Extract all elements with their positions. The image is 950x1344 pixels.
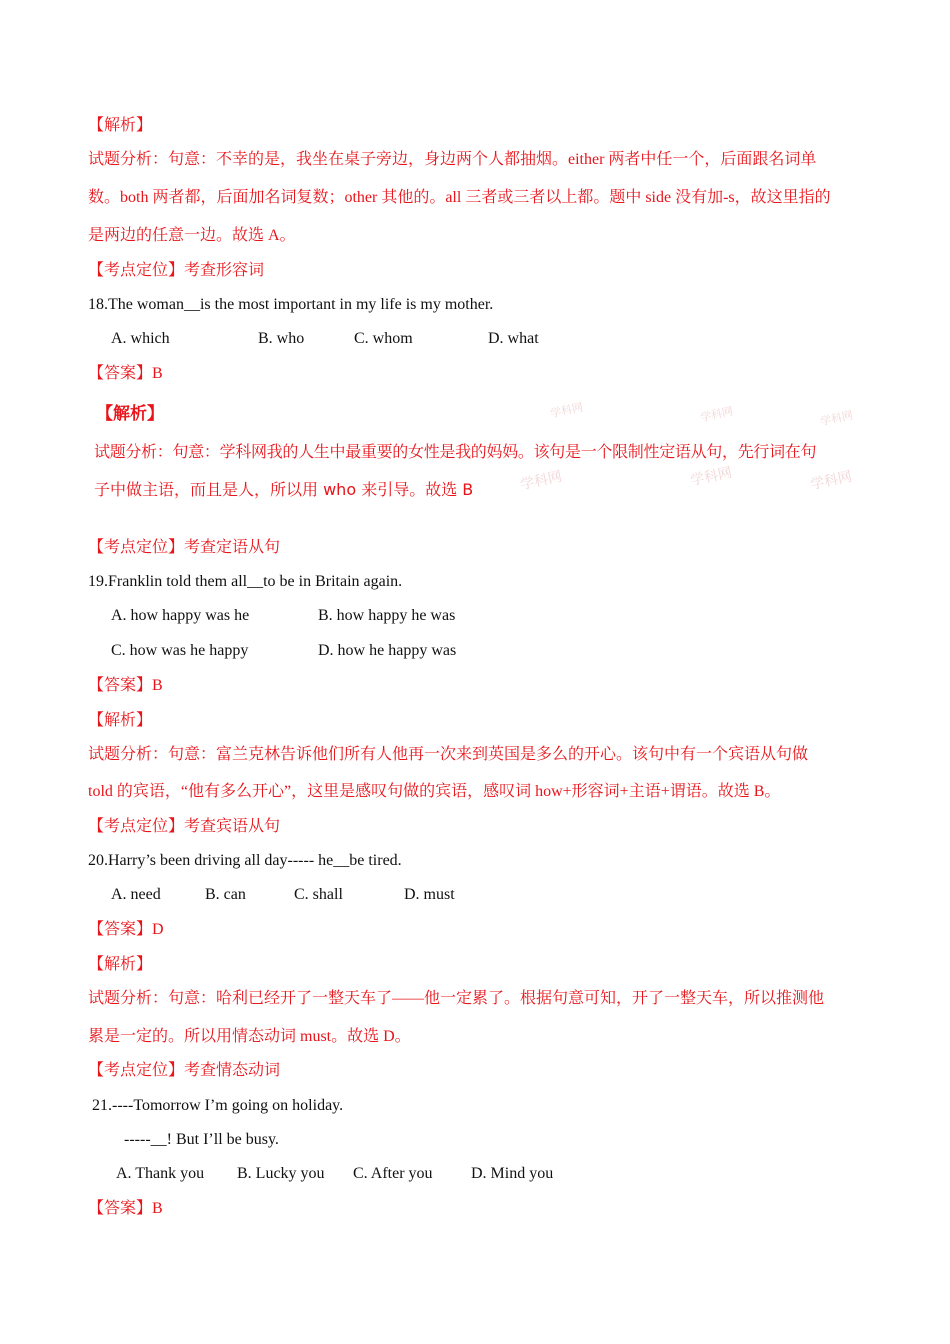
option-c: C. After you — [353, 1165, 433, 1182]
option-d: D. what — [488, 330, 539, 347]
question-text: 20.Harry’s been driving all day----- he__be tired. — [88, 852, 402, 869]
option-a: A. how happy was he — [111, 607, 250, 624]
option-d: D. must — [404, 886, 455, 903]
option-b: B. how happy he was — [318, 607, 456, 624]
question-text: 18.The woman__is the most important in my life is my mother. — [88, 296, 494, 313]
answer-label: 【答案】B — [88, 677, 163, 694]
option-a: A. which — [111, 330, 170, 347]
option-c: C. how was he happy — [111, 642, 249, 659]
kaodian-label: 【考点定位】考查情态动词 — [88, 1062, 281, 1079]
jiexi-label: 【解析】 — [88, 712, 153, 729]
jiexi-label: 【解析】 — [96, 404, 164, 424]
option-d: D. Mind you — [471, 1165, 554, 1182]
analysis-line: 试题分析：句意：哈利已经开了一整天车了——他一定累了。根据句意可知，开了一整天车，所以推测他 — [88, 990, 825, 1007]
option-d: D. how he happy was — [318, 642, 457, 659]
answer-label: 【答案】B — [88, 1200, 163, 1217]
kaodian-label: 【考点定位】考查形容词 — [88, 262, 265, 279]
analysis-image-block: 学科网 学科网 学科网 学科网 学科网 学科网 — [519, 400, 855, 494]
analysis-line: 数。both 两者都，后面加名词复数；other 其他的。all 三者或三者以上都。题中 side 没有加-s，故这里指的 — [88, 189, 831, 206]
kaodian-label: 【考点定位】考查宾语从句 — [88, 818, 281, 835]
analysis-line: 试题分析：句意：学科网我的人生中最重要的女性是我的妈妈。该句是一个限制性定语从句，先行词在句 — [94, 442, 817, 461]
option-a: A. need — [111, 886, 161, 903]
answer-label: 【答案】D — [88, 921, 164, 938]
jiexi-label: 【解析】 — [88, 117, 153, 134]
option-b: B. can — [205, 886, 246, 903]
option-a: A. Thank you — [116, 1165, 205, 1182]
analysis-line: told 的宾语，“他有多么开心”，这里是感叹句做的宾语，感叹词 how+形容词+主语+谓语。故选 B。 — [88, 783, 781, 800]
option-b: B. Lucky you — [237, 1165, 325, 1182]
jiexi-label: 【解析】 — [88, 956, 153, 973]
reply-text: -----__! But I’ll be busy. — [124, 1131, 279, 1148]
question-text: 21.----Tomorrow I’m going on holiday. — [92, 1097, 344, 1114]
analysis-line: 试题分析：句意：富兰克林告诉他们所有人他再一次来到英国是多么的开心。该句中有一个宾语从句做 — [88, 746, 809, 763]
analysis-line: 是两边的任意一边。故选 A。 — [88, 227, 296, 244]
analysis-line: 累是一定的。所以用情态动词 must。故选 D。 — [88, 1028, 411, 1045]
option-b: B. who — [258, 330, 305, 347]
analysis-line: 试题分析：句意：不幸的是，我坐在桌子旁边，身边两个人都抽烟。either 两者中任一个，后面跟名词单 — [88, 151, 817, 168]
kaodian-label: 【考点定位】考查定语从句 — [88, 539, 281, 556]
question-text: 19.Franklin told them all__to be in Britain again. — [88, 573, 403, 590]
option-c: C. whom — [354, 330, 413, 347]
analysis-line: 子中做主语，而且是人，所以用 who 来引导。故选 B — [94, 480, 474, 499]
option-c: C. shall — [294, 886, 343, 903]
answer-label: 【答案】B — [88, 365, 163, 382]
